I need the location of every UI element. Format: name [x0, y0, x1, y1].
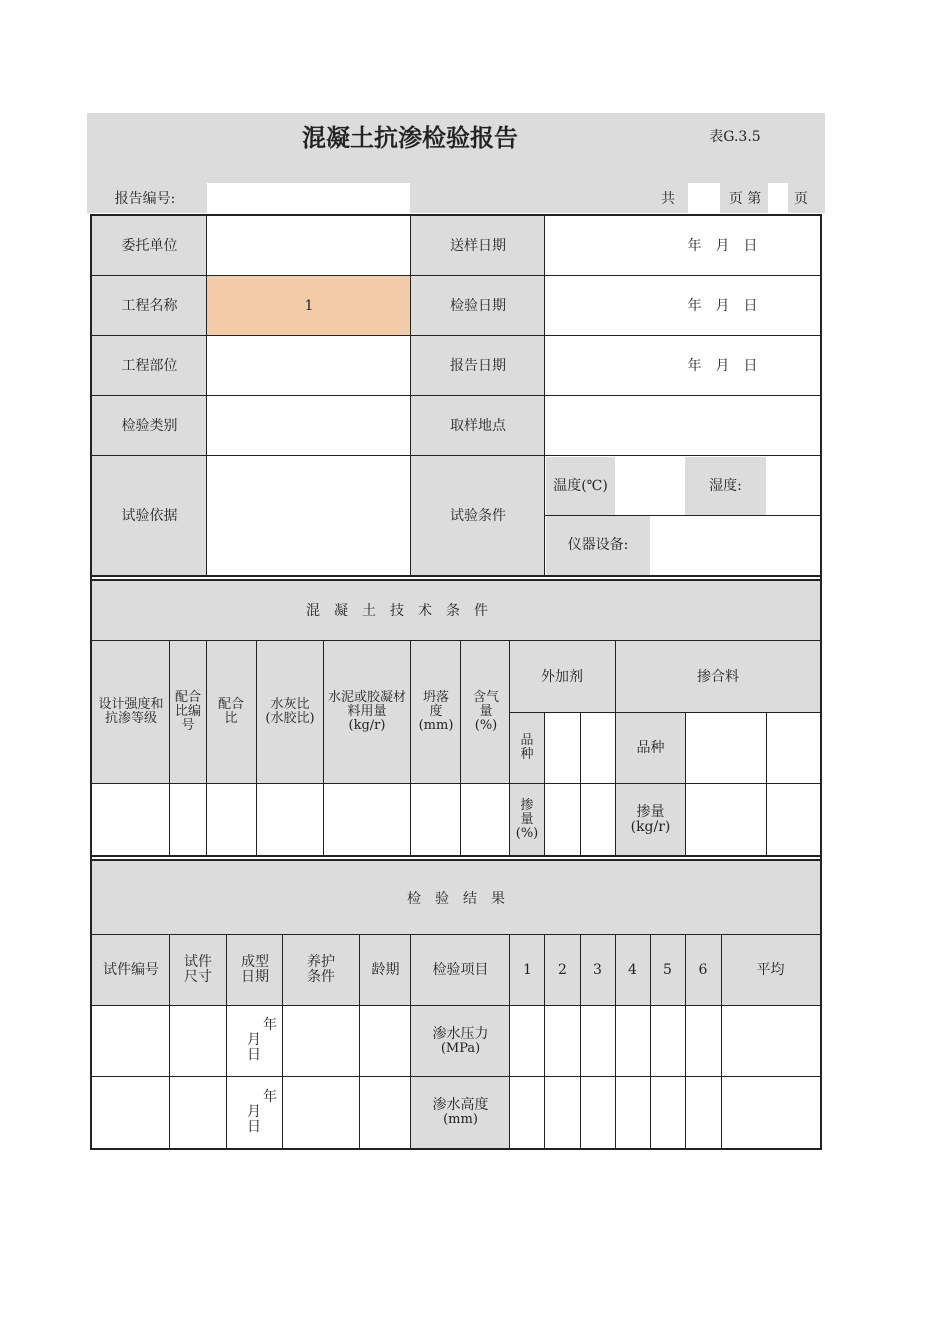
page-title: 混凝土抗渗检验报告	[302, 123, 518, 152]
line	[169, 935, 170, 1148]
line	[544, 216, 545, 576]
admix-variety-cell-2[interactable]	[767, 713, 820, 784]
col-mix: 配合比	[218, 697, 245, 726]
col-result-6: 6	[698, 961, 708, 978]
line	[92, 335, 820, 336]
total-pages-label: 共	[661, 190, 675, 207]
col-result-5: 5	[663, 961, 672, 978]
line	[410, 216, 411, 576]
additive-variety-cell-2[interactable]	[580, 713, 615, 784]
col-cement	[325, 642, 409, 782]
line	[721, 935, 722, 1148]
border-bottom	[90, 1148, 822, 1150]
line	[544, 713, 545, 856]
equipment-field[interactable]	[650, 516, 820, 575]
col-mix-no: 配合比编号	[175, 690, 202, 733]
line	[510, 712, 820, 713]
basis-value[interactable]	[207, 456, 411, 576]
line	[359, 935, 360, 1148]
part-value[interactable]	[207, 336, 411, 396]
line	[580, 713, 581, 856]
col-result-4: 4	[628, 961, 637, 978]
report-date-value[interactable]: 年 月 日	[545, 336, 820, 396]
admix-dosage-text: 掺量	[636, 804, 665, 820]
col-age: 龄期	[371, 961, 400, 978]
line	[544, 935, 545, 1148]
line	[92, 783, 820, 784]
admix-dosage-cell-2[interactable]	[767, 784, 820, 856]
report-date-label: 报告日期	[411, 336, 545, 396]
row2-item-unit: (mm)	[443, 1112, 478, 1127]
line	[509, 935, 510, 1148]
page-of-label: 页 第	[728, 190, 762, 207]
col-slump	[416, 642, 456, 782]
additive-variety-label: 品种	[520, 733, 534, 762]
col-result-2: 2	[558, 961, 567, 978]
col-air-unit: (%)	[474, 718, 498, 733]
additive-dosage-cell-1[interactable]	[545, 784, 580, 856]
line	[226, 935, 227, 1148]
additive-dosage-unit: (%)	[515, 826, 539, 841]
col-air-text: 含气量	[472, 690, 499, 719]
line	[169, 641, 170, 856]
client-value[interactable]	[207, 216, 411, 276]
col-item: 检验项目	[432, 961, 489, 978]
line	[615, 641, 616, 856]
line	[410, 641, 411, 856]
col-result-1: 1	[523, 961, 532, 978]
row1-item-text: 渗水压力	[432, 1026, 489, 1042]
line	[282, 935, 283, 1148]
col-cement-text: 水泥或胶凝材料用量	[327, 690, 406, 719]
condition-label: 试验条件	[411, 456, 545, 576]
line	[92, 575, 820, 577]
row2-month-day: 月日	[247, 1104, 261, 1135]
admix-dosage-label	[616, 786, 685, 854]
admix-variety-label: 品种	[636, 739, 665, 756]
sample-place-label: 取样地点	[411, 396, 545, 456]
line	[766, 713, 767, 856]
line	[92, 640, 820, 641]
sample-place-value[interactable]	[545, 396, 820, 456]
report-no-label: 报告编号:	[114, 190, 176, 207]
additive-dosage-text: 掺量	[520, 798, 534, 827]
col-grade: 设计强度和抗渗等级	[98, 697, 164, 726]
border-right	[820, 214, 822, 1150]
basis-label: 试验依据	[92, 456, 207, 576]
admix-dosage-unit: (kg/r)	[630, 819, 671, 835]
send-date-label: 送样日期	[411, 216, 545, 276]
results-section-title: 检 验 结 果	[407, 890, 505, 907]
row2-item-text: 渗水高度	[432, 1097, 489, 1113]
row1-year: 年	[263, 1016, 277, 1033]
col-air	[464, 642, 508, 782]
line	[92, 395, 820, 396]
line	[545, 515, 820, 516]
line	[92, 934, 820, 935]
temperature-field[interactable]	[615, 457, 685, 515]
line	[92, 1005, 820, 1006]
admix-dosage-cell-1[interactable]	[686, 784, 767, 856]
line	[615, 935, 616, 1148]
line	[92, 579, 820, 581]
line	[685, 935, 686, 1148]
temperature-label: 温度(℃)	[546, 457, 615, 515]
line	[256, 641, 257, 856]
row2-year: 年	[263, 1088, 277, 1105]
line	[92, 859, 820, 861]
row1-item	[411, 1006, 510, 1077]
additive-variety-cell-1[interactable]	[545, 713, 580, 784]
col-slump-unit: (mm)	[418, 718, 454, 733]
line	[685, 713, 686, 856]
line	[92, 1076, 820, 1077]
admix-variety-cell-1[interactable]	[686, 713, 767, 784]
line	[410, 935, 411, 1148]
border-top	[90, 214, 822, 216]
page-suffix-label: 页	[794, 190, 808, 207]
line	[323, 641, 324, 856]
additive-header: 外加剂	[541, 668, 583, 685]
col-slump-text: 坍落度	[422, 690, 449, 719]
tech-section-title: 混 凝 土 技 术 条 件	[306, 602, 488, 619]
col-specimen-no: 试件编号	[103, 961, 159, 978]
current-page-field[interactable]	[768, 183, 788, 213]
project-label: 工程名称	[92, 276, 207, 336]
category-label: 检验类别	[92, 396, 207, 456]
test-date-label: 检验日期	[411, 276, 545, 336]
part-label: 工程部位	[92, 336, 207, 396]
humidity-label: 湿度:	[685, 457, 766, 515]
col-avg: 平均	[756, 961, 785, 978]
border-left	[90, 214, 92, 1150]
additive-dosage-label	[512, 786, 542, 854]
test-date-value[interactable]: 年 月 日	[545, 276, 820, 336]
line	[92, 455, 820, 456]
form-code: 表G.3.5	[709, 128, 761, 145]
col-result-3: 3	[593, 961, 602, 978]
row2-item	[411, 1077, 510, 1148]
line	[650, 935, 651, 1148]
tech-grade-value[interactable]	[92, 784, 510, 856]
col-cement-unit: (kg/r)	[348, 718, 386, 733]
line	[92, 855, 820, 857]
col-form-date: 成型日期	[241, 954, 269, 985]
col-wc: 水灰比(水胶比)	[265, 697, 315, 726]
additive-dosage-cell-2[interactable]	[580, 784, 615, 856]
row1-month-day: 月日	[247, 1032, 261, 1063]
line	[509, 641, 510, 856]
category-value[interactable]	[207, 396, 411, 456]
report-no-field[interactable]	[207, 183, 410, 213]
col-size: 试件尺寸	[184, 954, 212, 985]
humidity-field[interactable]	[766, 457, 820, 515]
row1-item-unit: (MPa)	[440, 1041, 481, 1056]
client-label: 委托单位	[92, 216, 207, 276]
total-pages-field[interactable]	[688, 183, 720, 213]
admixture-header: 掺合料	[697, 668, 739, 685]
line	[460, 641, 461, 856]
equipment-label: 仪器设备:	[546, 516, 650, 575]
send-date-value[interactable]: 年 月 日	[545, 216, 820, 276]
col-curing: 养护条件	[307, 954, 335, 985]
line	[206, 216, 207, 576]
line	[92, 275, 820, 276]
line	[206, 641, 207, 856]
project-value[interactable]: 1	[207, 276, 411, 336]
line	[580, 935, 581, 1148]
